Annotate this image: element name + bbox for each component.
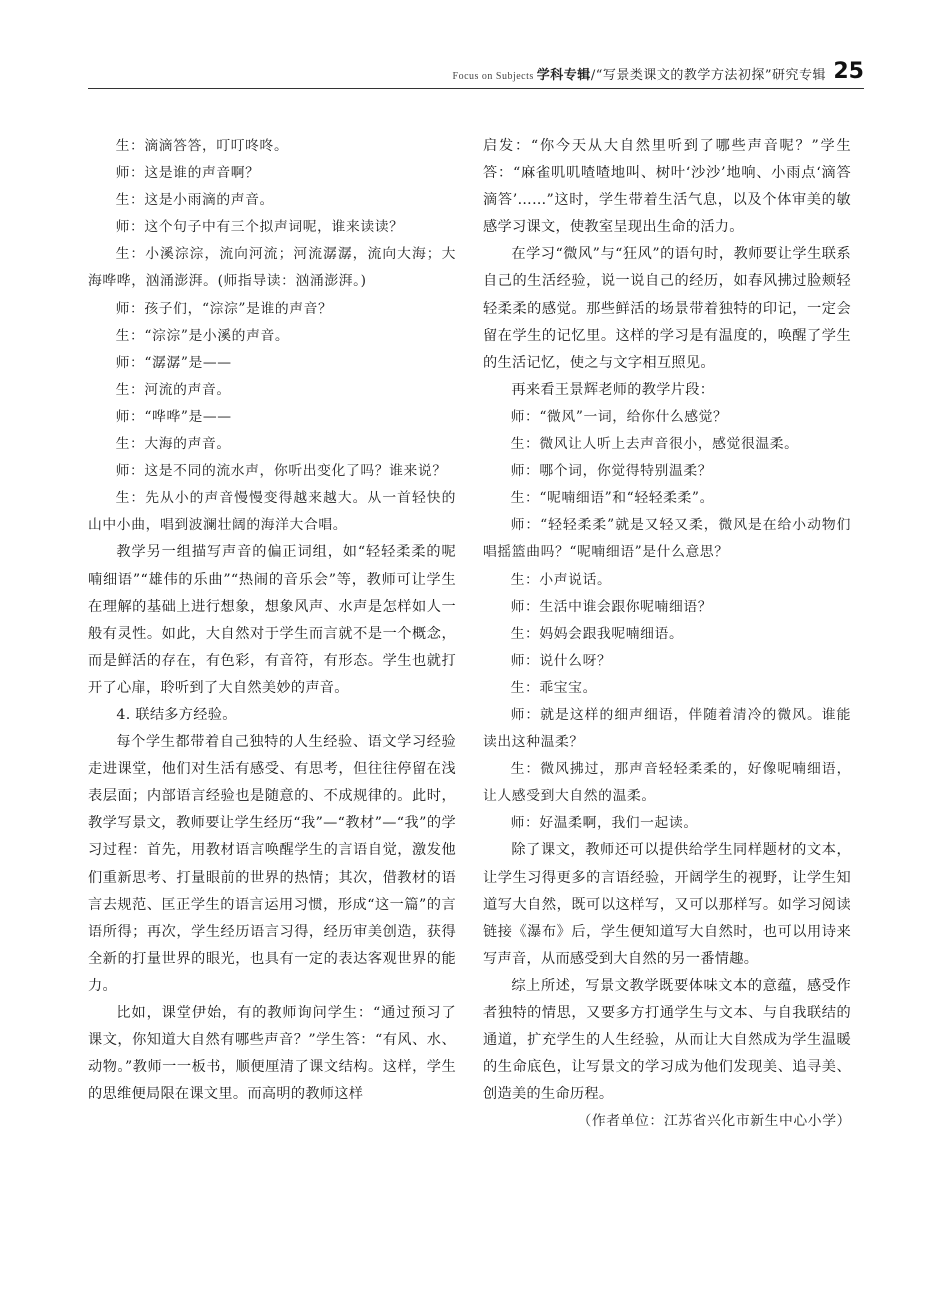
dialogue-line: 师：这个句子中有三个拟声词呢，谁来读读？ — [115, 219, 404, 236]
paragraph: 4. 联结多方经验。 — [116, 706, 237, 723]
page-header — [88, 58, 864, 89]
dialogue-line: 生：微风让人听上去声音很小，感觉很温柔。 — [510, 436, 799, 453]
paragraph-continued: 启发：“你今天从大自然里听到了哪些声音呢？”学生答：“麻雀叽叽喳喳地叫、树叶‘沙沙’地响、小雨点‘滴答滴答’……”这时，学生带着生活气息，以及个体审美的敏感学习课文，使教室呈现出生命的活力。 — [483, 138, 851, 236]
dialogue-line: 生：大海的声音。 — [115, 436, 231, 453]
dialogue-line: 师：“轻轻柔柔”就是又轻又柔，微风是在给小动物们唱摇篮曲吗？“呢喃细语”是什么意思？ — [483, 517, 851, 561]
dialogue-line: 生：这是小雨滴的声音。 — [115, 192, 274, 209]
dialogue-line: 师：这是不同的流水声，你听出变化了吗？谁来说？ — [115, 463, 447, 480]
dialogue-line: 生：小溪淙淙，流向河流；河流潺潺，流向大海；大海哗哗，汹涌澎湃。(师指导读：汹涌澎湃。) — [88, 246, 456, 290]
dialogue-line: 师：说什么呀？ — [510, 652, 612, 669]
dialogue-line: 师：好温柔啊，我们一起读。 — [510, 815, 698, 832]
dialogue-line: 师：孩子们，“淙淙”是谁的声音？ — [115, 300, 333, 317]
dialogue-line: 师：“哗哗”是—— — [115, 408, 232, 425]
dialogue-line: 生：“呢喃细语”和“轻轻柔柔”。 — [510, 490, 714, 507]
dialogue-line: 师：就是这样的细声细语，伴随着清冷的微风。谁能读出这种温柔？ — [483, 706, 851, 751]
header-title — [453, 64, 826, 83]
paragraph: 再来看王景辉老师的教学片段： — [511, 381, 715, 398]
paragraph: 比如，课堂伊始，有的教师询问学生：“通过预习了课文，你知道大自然有哪些声音？”学生答：“有风、水、动物。”教师一一板书，顺便厘清了课文结构。这样，学生的思维便局限在课文里。而高明的教师这样 — [88, 1005, 456, 1103]
paragraph: 除了课文，教师还可以提供给学生同样题材的文本，让学生习得更多的言语经验，开阔学生的视野，让学生知道写大自然，既可以这样写，又可以那样写。如学习阅读链接《瀑布》后，学生便知道写大自然时，也可以用诗来写声音，从而感受到大自然的另一番情趣。 — [483, 842, 851, 967]
dialogue-line: 师：“潺潺”是—— — [115, 354, 232, 371]
dialogue-line: 生：小声说话。 — [510, 571, 612, 588]
dialogue-line: 师：哪个词，你觉得特别温柔？ — [510, 463, 713, 480]
dialogue-line: 生：先从小的声音慢慢变得越来越大。从一首轻快的山中小曲，唱到波澜壮阔的海洋大合唱。 — [88, 490, 456, 534]
dialogue-line: 生：妈妈会跟我呢喃细语。 — [510, 625, 684, 642]
dialogue-line: 师：“微风”一词，给你什么感觉？ — [510, 408, 728, 425]
paragraph: 综上所述，写景文教学既要体味文本的意蕴，感受作者独特的情思，又要多方打通学生与文本、与自我联结的通道，扩充学生的人生经验，从而让大自然成为学生温暖的生命底色，让写景文的学习成为他们发现美、追寻美、创造美的生命历程。 — [483, 977, 851, 1103]
page-number: 25 — [833, 59, 864, 84]
dialogue-line: 生：河流的声音。 — [115, 381, 231, 398]
dialogue-line: 生：微风拂过，那声音轻轻柔柔的，好像呢喃细语，让人感受到大自然的温柔。 — [483, 761, 851, 805]
header-focus-text: Focus on Subjects — [452, 71, 534, 82]
dialogue-line: 生：乖宝宝。 — [510, 679, 597, 696]
dialogue-line: 生：滴滴答答，叮叮咚咚。 — [115, 138, 289, 154]
paragraph: 每个学生都带着自己独特的人生经验、语文学习经验走进课堂，他们对生活有感受、有思考，但往往停留在浅表层面；内部语言经验也是随意的、不成规律的。此时，教学写景文，教师要让学生经历“我”—“教材”—“我”的学习过程：首先，用教材语言唤醒学生的言语自觉，激发他们重新思考、打量眼前的世界的热情；其次，借教材的语言去规范、匡正学生的语言运用习惯，形成“这一篇”的言语所得；再次，学生经历语言习得，经历审美创造，获得全新的打量世界的眼光，也具有一定的表达客观世界的能力。 — [88, 734, 456, 994]
paragraph: 教学另一组描写声音的偏正词组，如“轻轻柔柔的呢喃细语”“雄伟的乐曲”“热闹的音乐会”等，教师可让学生在理解的基础上进行想象，想象风声、水声是怎样如人一般有灵性。如此，大自然对于学生而言就不是一个概念，而是鲜活的存在，有色彩，有音符，有形态。学生也就打开了心扉，聆听到了大自然美妙的声音。 — [88, 544, 456, 696]
paragraph: 在学习“微风”与“狂风”的语句时，教师要让学生联系自己的生活经验，说一说自己的经历，如春风拂过脸颊轻轻柔柔的感觉。那些鲜活的场景带着独特的印记，一定会留在学生的记忆里。这样的学习是有温度的，唤醒了学生的生活记忆，使之与文字相互照见。 — [483, 246, 851, 371]
dialogue-line: 师：生活中谁会跟你呢喃细语？ — [510, 598, 713, 615]
right-column — [483, 133, 851, 1135]
dialogue-line: 生：“淙淙”是小溪的声音。 — [115, 327, 290, 344]
left-column — [88, 133, 456, 1108]
header-section: 学科专辑 — [536, 68, 591, 83]
author-affiliation: （作者单位：江苏省兴化市新生中心小学） — [577, 1113, 851, 1130]
header-topic: /“写景类课文的教学方法初探”研究专辑 — [590, 68, 826, 83]
dialogue-line: 师：这是谁的声音啊？ — [115, 165, 260, 182]
